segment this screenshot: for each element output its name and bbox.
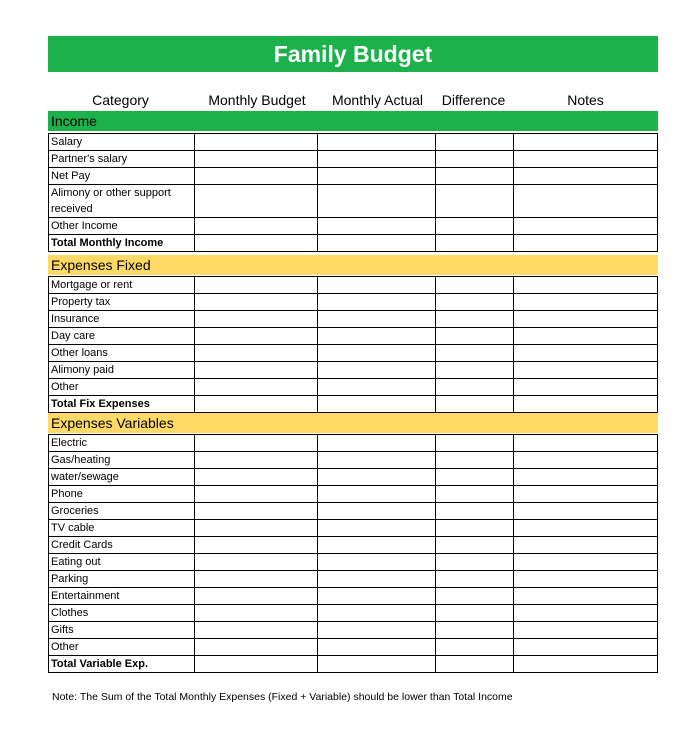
category-cell: water/sewage [49, 469, 195, 486]
notes-cell[interactable] [514, 639, 658, 656]
table-row [49, 218, 658, 235]
table-row [49, 639, 658, 656]
difference-cell[interactable] [436, 185, 514, 218]
category-cell: Other [49, 379, 195, 396]
difference-cell[interactable] [436, 571, 514, 588]
monthly-budget-cell[interactable] [195, 452, 318, 469]
table-row [49, 486, 658, 503]
category-cell: Total Fix Expenses [49, 396, 195, 413]
table-row [49, 656, 658, 673]
table-row [49, 151, 658, 168]
column-headers [48, 92, 658, 110]
monthly-budget-cell[interactable] [195, 622, 318, 639]
difference-cell[interactable] [436, 486, 514, 503]
table-row [49, 277, 658, 294]
monthly-actual-cell[interactable] [318, 588, 436, 605]
monthly-budget-cell[interactable] [195, 345, 318, 362]
footer-note: Note: The Sum of the Total Monthly Expenses (Fixed + Variable) should be lower than Total Income [52, 691, 513, 703]
notes-cell[interactable] [514, 379, 658, 396]
notes-cell[interactable] [514, 185, 658, 218]
difference-cell[interactable] [436, 134, 514, 151]
notes-cell[interactable] [514, 435, 658, 452]
category-cell: Other loans [49, 345, 195, 362]
table-row [49, 452, 658, 469]
table-row [49, 379, 658, 396]
notes-cell[interactable] [514, 396, 658, 413]
table-row [49, 235, 658, 252]
table-row [49, 537, 658, 554]
monthly-actual-cell[interactable] [318, 554, 436, 571]
category-cell: Groceries [49, 503, 195, 520]
category-cell: Phone [49, 486, 195, 503]
notes-cell[interactable] [514, 151, 658, 168]
notes-cell[interactable] [514, 168, 658, 185]
monthly-budget-cell[interactable] [195, 486, 318, 503]
monthly-actual-cell[interactable] [318, 452, 436, 469]
difference-cell[interactable] [436, 396, 514, 413]
category-cell: Electric [49, 435, 195, 452]
monthly-budget-cell[interactable] [195, 605, 318, 622]
notes-cell[interactable] [514, 362, 658, 379]
table-row [49, 134, 658, 151]
monthly-actual-cell[interactable] [318, 151, 436, 168]
monthly-budget-cell[interactable] [195, 362, 318, 379]
table-row [49, 168, 658, 185]
monthly-budget-cell[interactable] [195, 503, 318, 520]
difference-cell[interactable] [436, 588, 514, 605]
variable-expenses-table [48, 434, 658, 673]
notes-cell[interactable] [514, 503, 658, 520]
table-row [49, 520, 658, 537]
category-cell: Parking [49, 571, 195, 588]
category-cell: Mortgage or rent [49, 277, 195, 294]
monthly-actual-cell[interactable] [318, 435, 436, 452]
monthly-actual-cell[interactable] [318, 218, 436, 235]
difference-cell[interactable] [436, 639, 514, 656]
monthly-budget-cell[interactable] [195, 328, 318, 345]
table-row [49, 345, 658, 362]
difference-cell[interactable] [436, 328, 514, 345]
difference-cell[interactable] [436, 605, 514, 622]
monthly-actual-cell[interactable] [318, 168, 436, 185]
monthly-actual-cell[interactable] [318, 537, 436, 554]
difference-cell[interactable] [436, 294, 514, 311]
monthly-budget-cell[interactable] [195, 639, 318, 656]
monthly-budget-cell[interactable] [195, 554, 318, 571]
difference-cell[interactable] [436, 520, 514, 537]
category-cell: Salary [49, 134, 195, 151]
monthly-budget-cell[interactable] [195, 151, 318, 168]
difference-cell[interactable] [436, 656, 514, 673]
category-cell: Entertainment [49, 588, 195, 605]
monthly-actual-cell[interactable] [318, 277, 436, 294]
section-header-expenses-fixed: Expenses Fixed [48, 255, 658, 275]
monthly-actual-cell[interactable] [318, 486, 436, 503]
notes-cell[interactable] [514, 520, 658, 537]
difference-cell[interactable] [436, 469, 514, 486]
difference-cell[interactable] [436, 345, 514, 362]
table-row [49, 503, 658, 520]
notes-cell[interactable] [514, 469, 658, 486]
monthly-budget-cell[interactable] [195, 571, 318, 588]
monthly-actual-cell[interactable] [318, 503, 436, 520]
table-row [49, 435, 658, 452]
notes-cell[interactable] [514, 571, 658, 588]
difference-cell[interactable] [436, 218, 514, 235]
column-header-notes: Notes [567, 92, 604, 108]
notes-cell[interactable] [514, 554, 658, 571]
monthly-budget-cell[interactable] [195, 218, 318, 235]
table-row [49, 605, 658, 622]
monthly-actual-cell[interactable] [318, 185, 436, 218]
category-cell: Gas/heating [49, 452, 195, 469]
table-row [49, 362, 658, 379]
monthly-budget-cell[interactable] [195, 537, 318, 554]
notes-cell[interactable] [514, 277, 658, 294]
difference-cell[interactable] [436, 362, 514, 379]
category-cell: TV cable [49, 520, 195, 537]
fixed-expenses-table [48, 276, 658, 413]
income-table [48, 133, 658, 252]
difference-cell[interactable] [436, 452, 514, 469]
difference-cell[interactable] [436, 379, 514, 396]
difference-cell[interactable] [436, 168, 514, 185]
table-row [49, 396, 658, 413]
monthly-budget-cell[interactable] [195, 277, 318, 294]
difference-cell[interactable] [436, 151, 514, 168]
monthly-actual-cell[interactable] [318, 622, 436, 639]
monthly-budget-cell[interactable] [195, 656, 318, 673]
monthly-actual-cell[interactable] [318, 328, 436, 345]
monthly-actual-cell[interactable] [318, 396, 436, 413]
difference-cell[interactable] [436, 503, 514, 520]
monthly-actual-cell[interactable] [318, 362, 436, 379]
notes-cell[interactable] [514, 486, 658, 503]
category-cell: Partner's salary [49, 151, 195, 168]
category-cell: Alimony paid [49, 362, 195, 379]
monthly-budget-cell[interactable] [195, 235, 318, 252]
table-row [49, 311, 658, 328]
monthly-budget-cell[interactable] [195, 294, 318, 311]
category-cell: Eating out [49, 554, 195, 571]
monthly-budget-cell[interactable] [195, 469, 318, 486]
notes-cell[interactable] [514, 134, 658, 151]
difference-cell[interactable] [436, 622, 514, 639]
notes-cell[interactable] [514, 328, 658, 345]
monthly-actual-cell[interactable] [318, 134, 436, 151]
notes-cell[interactable] [514, 345, 658, 362]
monthly-budget-cell[interactable] [195, 435, 318, 452]
table-row [49, 622, 658, 639]
notes-cell[interactable] [514, 311, 658, 328]
category-cell: Total Variable Exp. [49, 656, 195, 673]
monthly-actual-cell[interactable] [318, 379, 436, 396]
table-row [49, 554, 658, 571]
difference-cell[interactable] [436, 311, 514, 328]
table-row [49, 469, 658, 486]
category-cell: Insurance [49, 311, 195, 328]
category-cell: Total Monthly Income [49, 235, 195, 252]
monthly-budget-cell[interactable] [195, 396, 318, 413]
category-cell: Clothes [49, 605, 195, 622]
page-title: Family Budget [48, 36, 658, 72]
monthly-actual-cell[interactable] [318, 345, 436, 362]
notes-cell[interactable] [514, 235, 658, 252]
table-row [49, 294, 658, 311]
column-header-difference: Difference [441, 92, 506, 108]
difference-cell[interactable] [436, 435, 514, 452]
monthly-actual-cell[interactable] [318, 656, 436, 673]
column-header-monthly-actual: Monthly Actual [331, 92, 424, 108]
column-header-monthly-budget: Monthly Budget [208, 92, 306, 108]
monthly-budget-cell[interactable] [195, 185, 318, 218]
column-header-category: Category [92, 92, 149, 108]
table-row [49, 588, 658, 605]
monthly-actual-cell[interactable] [318, 469, 436, 486]
difference-cell[interactable] [436, 277, 514, 294]
difference-cell[interactable] [436, 537, 514, 554]
category-cell: Other Income [49, 218, 195, 235]
notes-cell[interactable] [514, 656, 658, 673]
monthly-actual-cell[interactable] [318, 605, 436, 622]
monthly-budget-cell[interactable] [195, 520, 318, 537]
category-cell: Property tax [49, 294, 195, 311]
monthly-budget-cell[interactable] [195, 134, 318, 151]
section-header-expenses-variables: Expenses Variables [48, 413, 658, 433]
monthly-actual-cell[interactable] [318, 294, 436, 311]
monthly-actual-cell[interactable] [318, 639, 436, 656]
table-row [49, 328, 658, 345]
notes-cell[interactable] [514, 537, 658, 554]
difference-cell[interactable] [436, 235, 514, 252]
notes-cell[interactable] [514, 294, 658, 311]
monthly-budget-cell[interactable] [195, 379, 318, 396]
monthly-budget-cell[interactable] [195, 311, 318, 328]
section-header-income: Income [48, 111, 658, 131]
notes-cell[interactable] [514, 218, 658, 235]
monthly-actual-cell[interactable] [318, 571, 436, 588]
difference-cell[interactable] [436, 554, 514, 571]
notes-cell[interactable] [514, 622, 658, 639]
table-row [49, 185, 658, 218]
category-cell: Other [49, 639, 195, 656]
monthly-budget-cell[interactable] [195, 588, 318, 605]
monthly-actual-cell[interactable] [318, 311, 436, 328]
category-cell: Gifts [49, 622, 195, 639]
category-cell: Credit Cards [49, 537, 195, 554]
notes-cell[interactable] [514, 588, 658, 605]
monthly-budget-cell[interactable] [195, 168, 318, 185]
category-cell: Day care [49, 328, 195, 345]
table-row [49, 571, 658, 588]
category-cell: Net Pay [49, 168, 195, 185]
notes-cell[interactable] [514, 605, 658, 622]
monthly-actual-cell[interactable] [318, 235, 436, 252]
notes-cell[interactable] [514, 452, 658, 469]
monthly-actual-cell[interactable] [318, 520, 436, 537]
category-cell: Alimony or other support received [49, 185, 195, 218]
